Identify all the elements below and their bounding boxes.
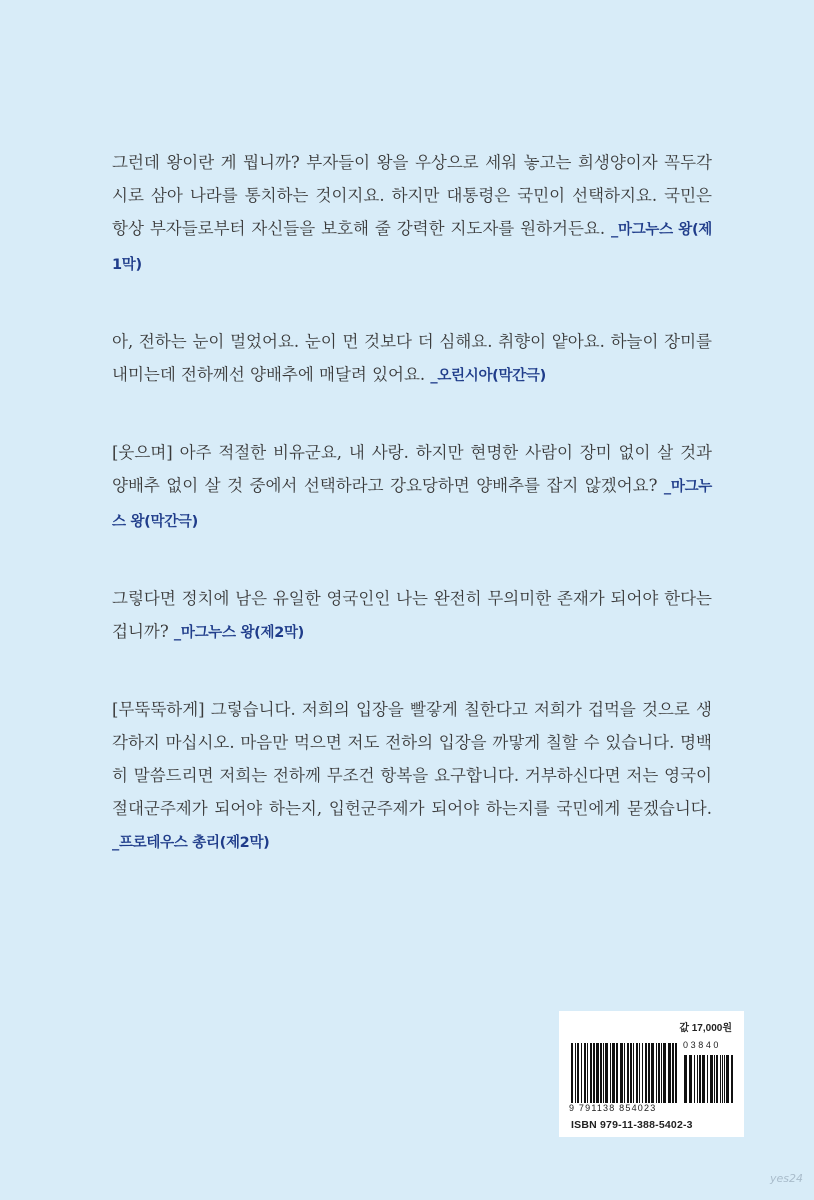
- barcode-bar: [731, 1055, 733, 1103]
- quote-text: 그렇다면 정치에 남은 유일한 영국인인 나는 완전히 무의미한 존재가 되어야 한다는 겁니까?: [112, 589, 712, 641]
- barcode-digits: 9 791138 854023: [569, 1103, 657, 1113]
- barcode-bar: [590, 1043, 592, 1103]
- quote-source: _오린시아(막간극): [430, 368, 546, 384]
- barcode-bar: [668, 1043, 671, 1103]
- barcode-bar: [663, 1043, 666, 1103]
- barcode-addon-bars: [684, 1055, 734, 1103]
- barcode-bar: [694, 1055, 695, 1103]
- barcode-bar: [722, 1055, 723, 1103]
- barcode-bar: [658, 1043, 660, 1103]
- barcode-bar: [702, 1055, 705, 1103]
- barcode-bar: [720, 1055, 721, 1103]
- barcode-bar: [581, 1043, 582, 1103]
- barcode-bar: [716, 1055, 718, 1103]
- watermark-logo: yes24: [770, 1172, 804, 1185]
- barcode-box: [559, 1011, 744, 1137]
- barcode-bar: [661, 1043, 662, 1103]
- quote-source: _프로테우스 총리(제2막): [112, 835, 270, 851]
- addon-digits: 03840: [683, 1040, 722, 1050]
- barcode-bar: [600, 1043, 602, 1103]
- barcode-bar: [656, 1043, 657, 1103]
- quote-source: _마그누스 왕(막간극): [112, 479, 712, 530]
- barcode-bar: [627, 1043, 629, 1103]
- barcode-bar: [605, 1043, 608, 1103]
- barcode-bar: [639, 1043, 640, 1103]
- barcode-bar: [587, 1043, 588, 1103]
- barcode-bar: [624, 1043, 625, 1103]
- barcode-bar: [596, 1043, 599, 1103]
- quote-5: [112, 693, 712, 860]
- barcode-bar: [697, 1055, 698, 1103]
- barcode-bar: [724, 1055, 725, 1103]
- barcode-main-bars: [571, 1043, 679, 1103]
- quote-2: [112, 325, 712, 393]
- quote-text: 그런데 왕이란 게 뭡니까? 부자들이 왕을 우상으로 세워 놓고는 희생양이자 꼭두각시로 삼아 나라를 통치하는 것이지요. 하지만 대통령은 국민이 선택하지요. 국민은 항상 부자들로부터 자신들을 보호해 줄 강력한 지도자를 원하거든요.: [112, 153, 712, 238]
- barcode-bar: [689, 1055, 692, 1103]
- quote-source: _마그누스 왕(제2막): [173, 625, 305, 641]
- barcode-bar: [699, 1055, 701, 1103]
- quote-1: [112, 146, 712, 282]
- barcode-bar: [575, 1043, 576, 1103]
- barcode-bar: [648, 1043, 650, 1103]
- barcode-bar: [620, 1043, 623, 1103]
- barcode-bar: [710, 1055, 713, 1103]
- isbn-label: ISBN 979-11-388-5402-3: [571, 1119, 693, 1131]
- barcode-bar: [616, 1043, 618, 1103]
- barcode-bar: [642, 1043, 643, 1103]
- barcode-bar: [593, 1043, 595, 1103]
- barcode-bar: [675, 1043, 677, 1103]
- barcode-bar: [684, 1055, 687, 1103]
- quote-3: [112, 436, 712, 539]
- quote-source: _마그누스 왕(제1막): [112, 222, 712, 273]
- barcode-bar: [726, 1055, 729, 1103]
- barcode-bar: [645, 1043, 647, 1103]
- quote-text: [웃으며] 아주 적절한 비유군요, 내 사랑. 하지만 현명한 사람이 장미 없이 살 것과 양배추 없이 살 것 중에서 선택하라고 강요당하면 양배추를 잡지 않겠어요?: [112, 443, 712, 495]
- barcode-bar: [636, 1043, 638, 1103]
- barcode-bar: [603, 1043, 604, 1103]
- barcode-bar: [610, 1043, 611, 1103]
- barcode-bar: [571, 1043, 573, 1103]
- barcode-bar: [633, 1043, 634, 1103]
- barcode-bar: [612, 1043, 615, 1103]
- barcode-bar: [577, 1043, 579, 1103]
- quote-4: [112, 582, 712, 650]
- barcode-bar: [714, 1055, 715, 1103]
- barcode-bar: [630, 1043, 632, 1103]
- barcode-bar: [707, 1055, 708, 1103]
- barcode-bar: [651, 1043, 654, 1103]
- quotes-section: [112, 146, 712, 903]
- barcode-bar: [672, 1043, 674, 1103]
- barcode-bar: [584, 1043, 586, 1103]
- price-label: 값 17,000원: [679, 1023, 732, 1034]
- quote-text: 아, 전하는 눈이 멀었어요. 눈이 먼 것보다 더 심해요. 취향이 얕아요. 하늘이 장미를 내미는데 전하께선 양배추에 매달려 있어요.: [112, 332, 712, 384]
- quote-text: [무뚝뚝하게] 그렇습니다. 저희의 입장을 빨갛게 칠한다고 저희가 겁먹을 것으로 생각하지 마십시오. 마음만 먹으면 저도 전하의 입장을 까맣게 칠할 수 있습니다. 명백히 말씀드리면 저희는 전하께 무조건 항복을 요구합니다. 거부하신다면 저는 영국이 절대군주제가 되어야 하는지, 입헌군주제가 되어야 하는지를 국민에게 묻겠습니다.: [112, 700, 712, 818]
